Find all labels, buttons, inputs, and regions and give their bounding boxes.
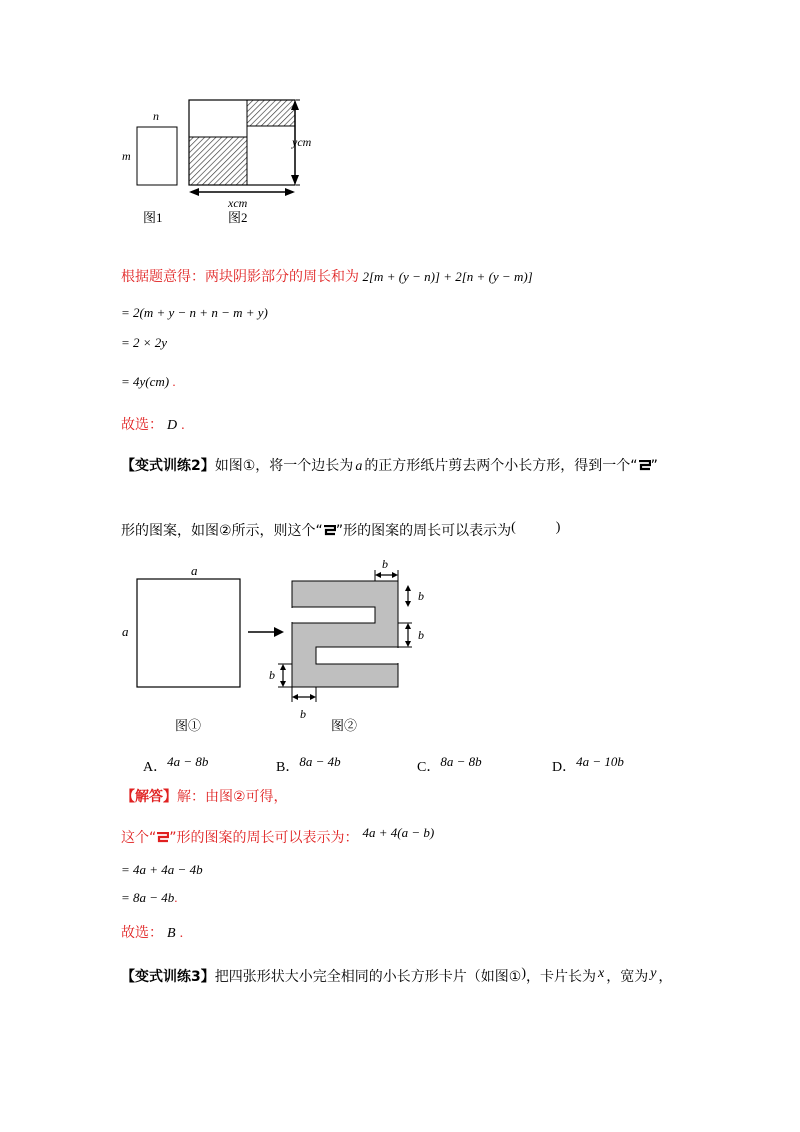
label-a-left: a: [122, 624, 129, 639]
question2-text-b: 的正方形纸片剪去两个小长方形，得到一个“: [364, 458, 638, 474]
question3-tag: 【变式训练3】: [121, 969, 215, 985]
question2-line2-a: 形的图案，如图②所示，则这个“: [121, 523, 323, 539]
solution2-intro: [121, 786, 288, 806]
solution1-answer-letter: D: [167, 418, 178, 433]
z-shape-icon: [323, 525, 336, 536]
solution2-intro-text: 解：由图②可得，: [177, 789, 288, 805]
solution2-text-a: 这个“: [121, 830, 157, 846]
small-rectangle: [137, 127, 177, 185]
option-b[interactable]: [276, 754, 341, 776]
option-b-letter: B．: [276, 760, 300, 775]
shaded-rect-bottom-left: [189, 137, 247, 185]
solution2-line0: [121, 825, 434, 847]
question2-line1: [121, 455, 658, 475]
solution2-line1: = 4a + 4a − 4b: [121, 862, 203, 877]
option-b-expr: 8a − 4b: [299, 754, 341, 769]
rectangle-figures: [110, 90, 340, 230]
label-n: n: [153, 109, 159, 123]
square: [137, 579, 240, 687]
question2-line2: [121, 520, 560, 540]
option-c-expr: 8a − 8b: [440, 754, 482, 769]
caption-figure-1: 图①: [175, 718, 202, 733]
question3-var-y: y: [650, 966, 657, 981]
option-a[interactable]: [143, 754, 208, 776]
z-shape-icon: [638, 460, 651, 471]
label-ycm: ycm: [292, 135, 312, 149]
question2-text-a: 如图①，将一个边长为: [214, 458, 354, 474]
caption-fig1: 图1: [143, 210, 163, 225]
paren-close: ): [555, 520, 561, 535]
solution1-line2: = 2 × 2y: [121, 335, 168, 350]
question3-text-b: ，卡片长为: [525, 969, 596, 985]
question3-paren: ): [521, 966, 526, 981]
square-and-z-figure: [118, 560, 448, 740]
question3-var-x: x: [597, 966, 605, 981]
solution2-answer: [121, 922, 183, 942]
label-a-top: a: [191, 563, 198, 578]
question2-tag: 【变式训练2】: [121, 458, 215, 474]
label-b-right-2: b: [418, 628, 424, 642]
solution2-tag: 【解答】: [121, 789, 177, 805]
option-d-letter: D．: [552, 760, 577, 775]
solution1-line3: [121, 374, 176, 390]
z-shape-icon: [156, 832, 169, 843]
solution2-answer-letter: B: [167, 926, 176, 941]
shaded-rect-top-right: [247, 100, 295, 126]
solution1-intro: [121, 266, 533, 286]
question3-line1: [121, 966, 672, 986]
label-m: m: [122, 149, 131, 163]
solution1-answer-end: .: [181, 418, 185, 433]
option-a-letter: A．: [143, 760, 168, 775]
paren-open: (: [511, 520, 516, 535]
solution1-line3-end: .: [172, 374, 176, 389]
solution1-line1: = 2(m + y − n + n − m + y): [121, 305, 268, 320]
solution2-line2-end: .: [174, 890, 178, 905]
solution2-line2: [121, 890, 178, 906]
question2-text-c: ”: [650, 458, 658, 474]
solution2-answer-label: 故选：: [121, 925, 163, 941]
label-b-left: b: [269, 668, 275, 682]
option-d[interactable]: [552, 754, 624, 776]
label-b-right-1: b: [418, 589, 424, 603]
label-b-top: b: [382, 560, 388, 571]
solution2-answer-end: .: [179, 926, 184, 941]
solution1-expression: 2[m + (y − n)] + 2[n + (y − m)]: [362, 269, 533, 284]
label-xcm: xcm: [228, 196, 248, 210]
solution2-expression: 4a + 4(a − b): [362, 825, 435, 840]
solution2-text-b: ”形的图案的周长可以表示为：: [169, 830, 359, 846]
solution1-line3-expr: = 4y(cm): [121, 374, 170, 389]
option-c[interactable]: [417, 754, 482, 776]
question2-var-a: a: [355, 459, 363, 474]
question3-text-d: ，: [658, 969, 673, 985]
question3-text-c: ，宽为: [606, 969, 649, 985]
caption-fig2: 图2: [228, 210, 248, 225]
solution2-line2-expr: = 8a − 4b: [121, 890, 175, 905]
solution1-answer-label: 故选：: [121, 417, 163, 433]
solution1-intro-text: 根据题意得：两块阴影部分的周长和为: [121, 269, 359, 285]
caption-figure-2: 图②: [331, 718, 358, 733]
question2-line2-b: ”形的图案的周长可以表示为: [335, 523, 512, 539]
option-a-expr: 4a − 8b: [167, 754, 209, 769]
solution1-answer: [121, 414, 185, 434]
option-c-letter: C．: [417, 760, 441, 775]
option-d-expr: 4a − 10b: [576, 754, 624, 769]
label-b-bottom: b: [300, 707, 306, 721]
question3-text-a: 把四张形状大小完全相同的小长方形卡片（如图①: [214, 969, 522, 985]
